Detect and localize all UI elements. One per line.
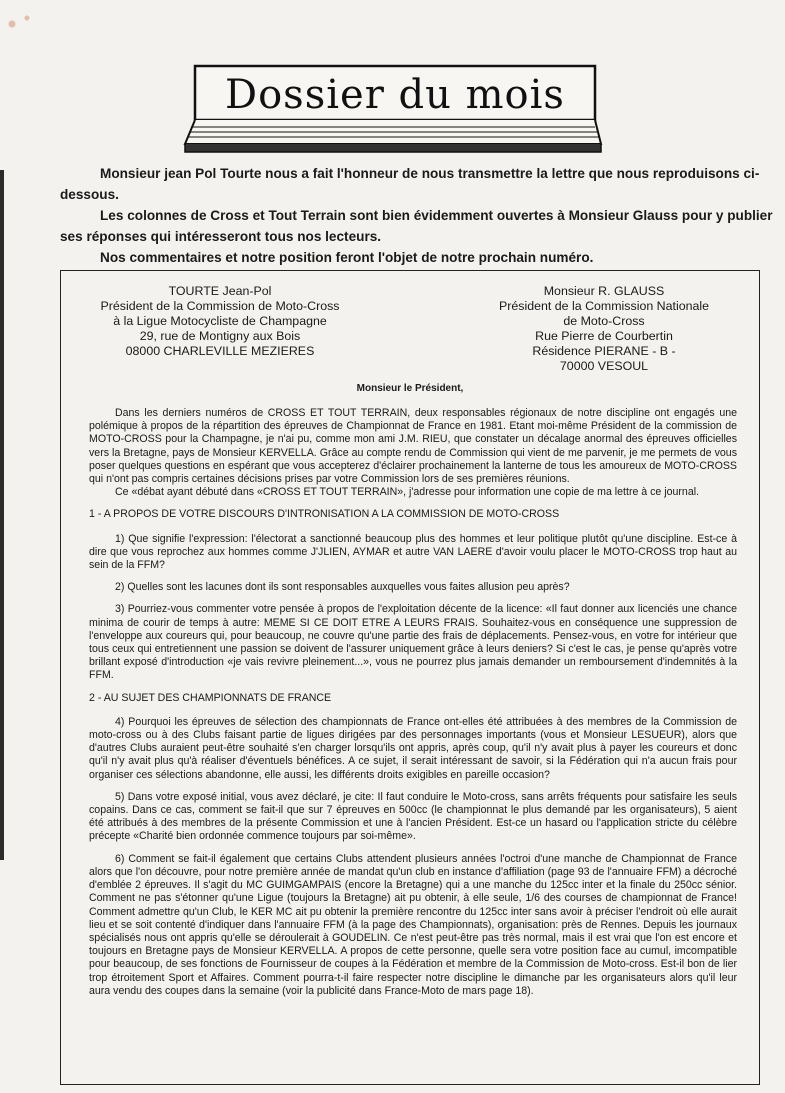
section-heading: 1 - A PROPOS DE VOTRE DISCOURS D'INTRONISATION A LA COMMISSION DE MOTO-CROSS bbox=[89, 508, 560, 521]
letter-paragraph: 5) Dans votre exposé initial, vous avez déclaré, je cite: Il faut conduire le Moto-cross, sans arrêts fréquents pour satisfaire les seuls copains. Dans ce cas, comment se fait-il que sur 7 épreuves en 500cc (le championnat le plus demandé par les organisateurs), 5 aient été attribués à des membres de la présente Commission et une à l'ancien Président. Est-ce un hasard ou l'application stricte du célèbre précepte «Charité bien ordonnée commence toujours par soi-même». bbox=[89, 790, 737, 843]
recipient-line: de Moto-Cross bbox=[563, 314, 645, 328]
sender-line: Président de la Commission de Moto-Cross bbox=[100, 299, 340, 313]
letter-paragraph: Dans les derniers numéros de CROSS ET TOUT TERRAIN, deux responsables régionaux de notre discipline ont engagés une polémique à propos de la répartition des épreuves de Championnat de France en 1981. Etant moi-même Président de la commission de MOTO-CROSS pour la Champagne, je n'ai pu, comme mon ami J.M. RIEU, que constater un décalage anormal des épreuves officielles vers la Bretagne, pays de Monsieur KERVELLA. Grâce au compte rendu de Commission qui vient de me parvenir, je me permets de vous poser quelques questions en espérant que vous accepterez d'éclairer prochainement la lanterne de tous les amoureux de MOTO-CROSS qui n'ont pas compris certaines décisions prises par votre Commission lors de ses premières réunions. bbox=[89, 407, 737, 486]
letter-paragraph: 4) Pourquoi les épreuves de sélection des championnats de France ont-elles été attribuées à des membres de la Commission de moto-cross ou à des Clubs faisant partie de ligues dirigées par des personnages importants (vous et Monsieur LESUEUR), alors que d'autres Clubs auraient peut-être souhaité s'en charger lorsqu'ils ont appris, après coup, qu'il n'y avait plus à payer les coureurs et donc qu'il n'y avait plus qu'à réaliser d'éventuels bénéfices. A ce sujet, il serait intéressant de savoir, si la Fédération qui n'a aucun frais pour organiser ces sélections abandonne, elle aussi, les différents droits exigibles en pareille occasion? bbox=[89, 715, 737, 781]
recipient-line: Monsieur R. GLAUSS bbox=[543, 284, 665, 298]
recipient-line: 70000 VESOUL bbox=[559, 359, 649, 373]
letter-paragraph: 1) Que signifie l'expression: l'électorat a sanctionné beaucoup plus des hommes et leur politique plutôt qu'une discipline. Est-ce à dire que vous reprochez aux hommes comme J'JLIEN, AYMAR et autre VAN LAERE d'avoir voulu placer le MOTO-CROSS trop haut au sein de la FFM? bbox=[89, 532, 737, 572]
page-title: Dossier du mois bbox=[225, 72, 565, 118]
letter-paragraph: 2) Quelles sont les lacunes dont ils sont responsables auxquelles vous faites allusion peu après? bbox=[115, 581, 570, 594]
page-edge-mark bbox=[0, 170, 4, 860]
intro-section bbox=[60, 163, 782, 268]
sender-line: 08000 CHARLEVILLE MEZIERES bbox=[125, 344, 315, 358]
intro-paragraph: Les colonnes de Cross et Tout Terrain sont bien évidemment ouvertes à Monsieur Glauss pour y publier ses réponses qui intéresseront tous nos lecteurs. bbox=[60, 208, 773, 244]
recipient-line: Président de la Commission Nationale bbox=[498, 299, 710, 313]
paper-stain bbox=[0, 0, 60, 60]
recipient-line: Rue Pierre de Courbertin bbox=[535, 329, 673, 343]
letter-paragraph: 3) Pourriez-vous commenter votre pensée à propos de l'exploitation décente de la licence: «Il faut donner aux licenciés une chance minima de courir de temps à autre: MEME SI CE DOIT ETRE A LEURS FRAIS. Souhaitez-vous en conséquence une suppression de l'enveloppe aux coureurs qui, pour beaucoup, ne couvre qu'une partie des frais de déplacements. Pensez-vous, en votre for intérieur que tous ceux qui entretiennent une passion se doivent de l'assurer uniquement grâce à leurs deniers? Si c'est le cas, je pense qu'après votre brillant exposé d'introduction «je vais revivre pleinement...», vous ne pourrez plus jamais demander un remboursement d'indemnités à la FFM. bbox=[89, 603, 737, 682]
sender-line: 29, rue de Montigny aux Bois bbox=[139, 329, 301, 343]
header-book bbox=[183, 60, 603, 155]
intro-paragraph: Nos commentaires et notre position feront l'objet de notre prochain numéro. bbox=[100, 250, 594, 265]
letter-salutation: Monsieur le Président, bbox=[356, 383, 464, 394]
recipient-address bbox=[474, 284, 734, 374]
sender-line: TOURTE Jean-Pol bbox=[168, 284, 272, 298]
sender-line: à la Ligue Motocycliste de Champagne bbox=[113, 314, 327, 328]
section-heading: 2 - AU SUJET DES CHAMPIONNATS DE FRANCE bbox=[89, 691, 332, 704]
letter-paragraph: 6) Comment se fait-il également que certains Clubs attendent plusieurs années l'octroi d'une manche de Championnat de France alors que l'on découvre, pour notre première année de mandat qu'un club en instance d'affiliation (page 93 de l'annuaire FFM) a décroché d'emblée 2 épreuves. Il s'agit du MC GUIMGAMPAIS (encore la Bretagne) qui a une manche du 125cc inter et la finale du 250cc sénior. Comment ne pas s'étonner qu'une Ligue (toujours la Bretagne) ait pu obtenir, à elle seule, 1/6 des courses de championnat de France! Comment admettre qu'un Club, le KER MC ait pu obtenir la première rencontre du 125cc inter sans avoir à préciser l'endroit où elle aurait lieu et se soit contenté d'indiquer dans l'annuaire FFM (à la page des Championnats), organisation: près de Rennes. Depuis les journaux spécialisés nous ont appris qu'elle se déroulerait à GOUDELIN. Ce n'est peut-être pas très normal, mais il est vrai que l'on est encore et toujours en Bretagne pays de Monsieur KERVELLA. A propos de cette personne, quelle sera votre position face au cumul, imcompatible pour beaucoup, de ses fonctions de Fournisseur de coupes à la Fédération et membre de la Commission de Moto-cross. Est-il bon de lier trop étroitement Sport et Affaires. Comment pourra-t-il faire respecter notre discipline le dimanche par les organisateurs alors qu'il leur aura vendu des coupes dans la semaine (voir la publicité dans France-Moto de mars page 18). bbox=[89, 852, 737, 997]
letter-body bbox=[89, 407, 737, 1007]
intro-paragraph: Monsieur jean Pol Tourte nous a fait l'honneur de nous transmettre la lettre que nous reproduisons ci-dessous. bbox=[60, 166, 760, 202]
recipient-line: Résidence PIERANE - B - bbox=[532, 344, 676, 358]
sender-address bbox=[89, 284, 351, 359]
letter-paragraph: Ce «débat ayant débuté dans «CROSS ET TOUT TERRAIN», j'adresse pour information une copie de ma lettre à ce journal. bbox=[115, 486, 700, 499]
letter-box bbox=[60, 270, 760, 1085]
